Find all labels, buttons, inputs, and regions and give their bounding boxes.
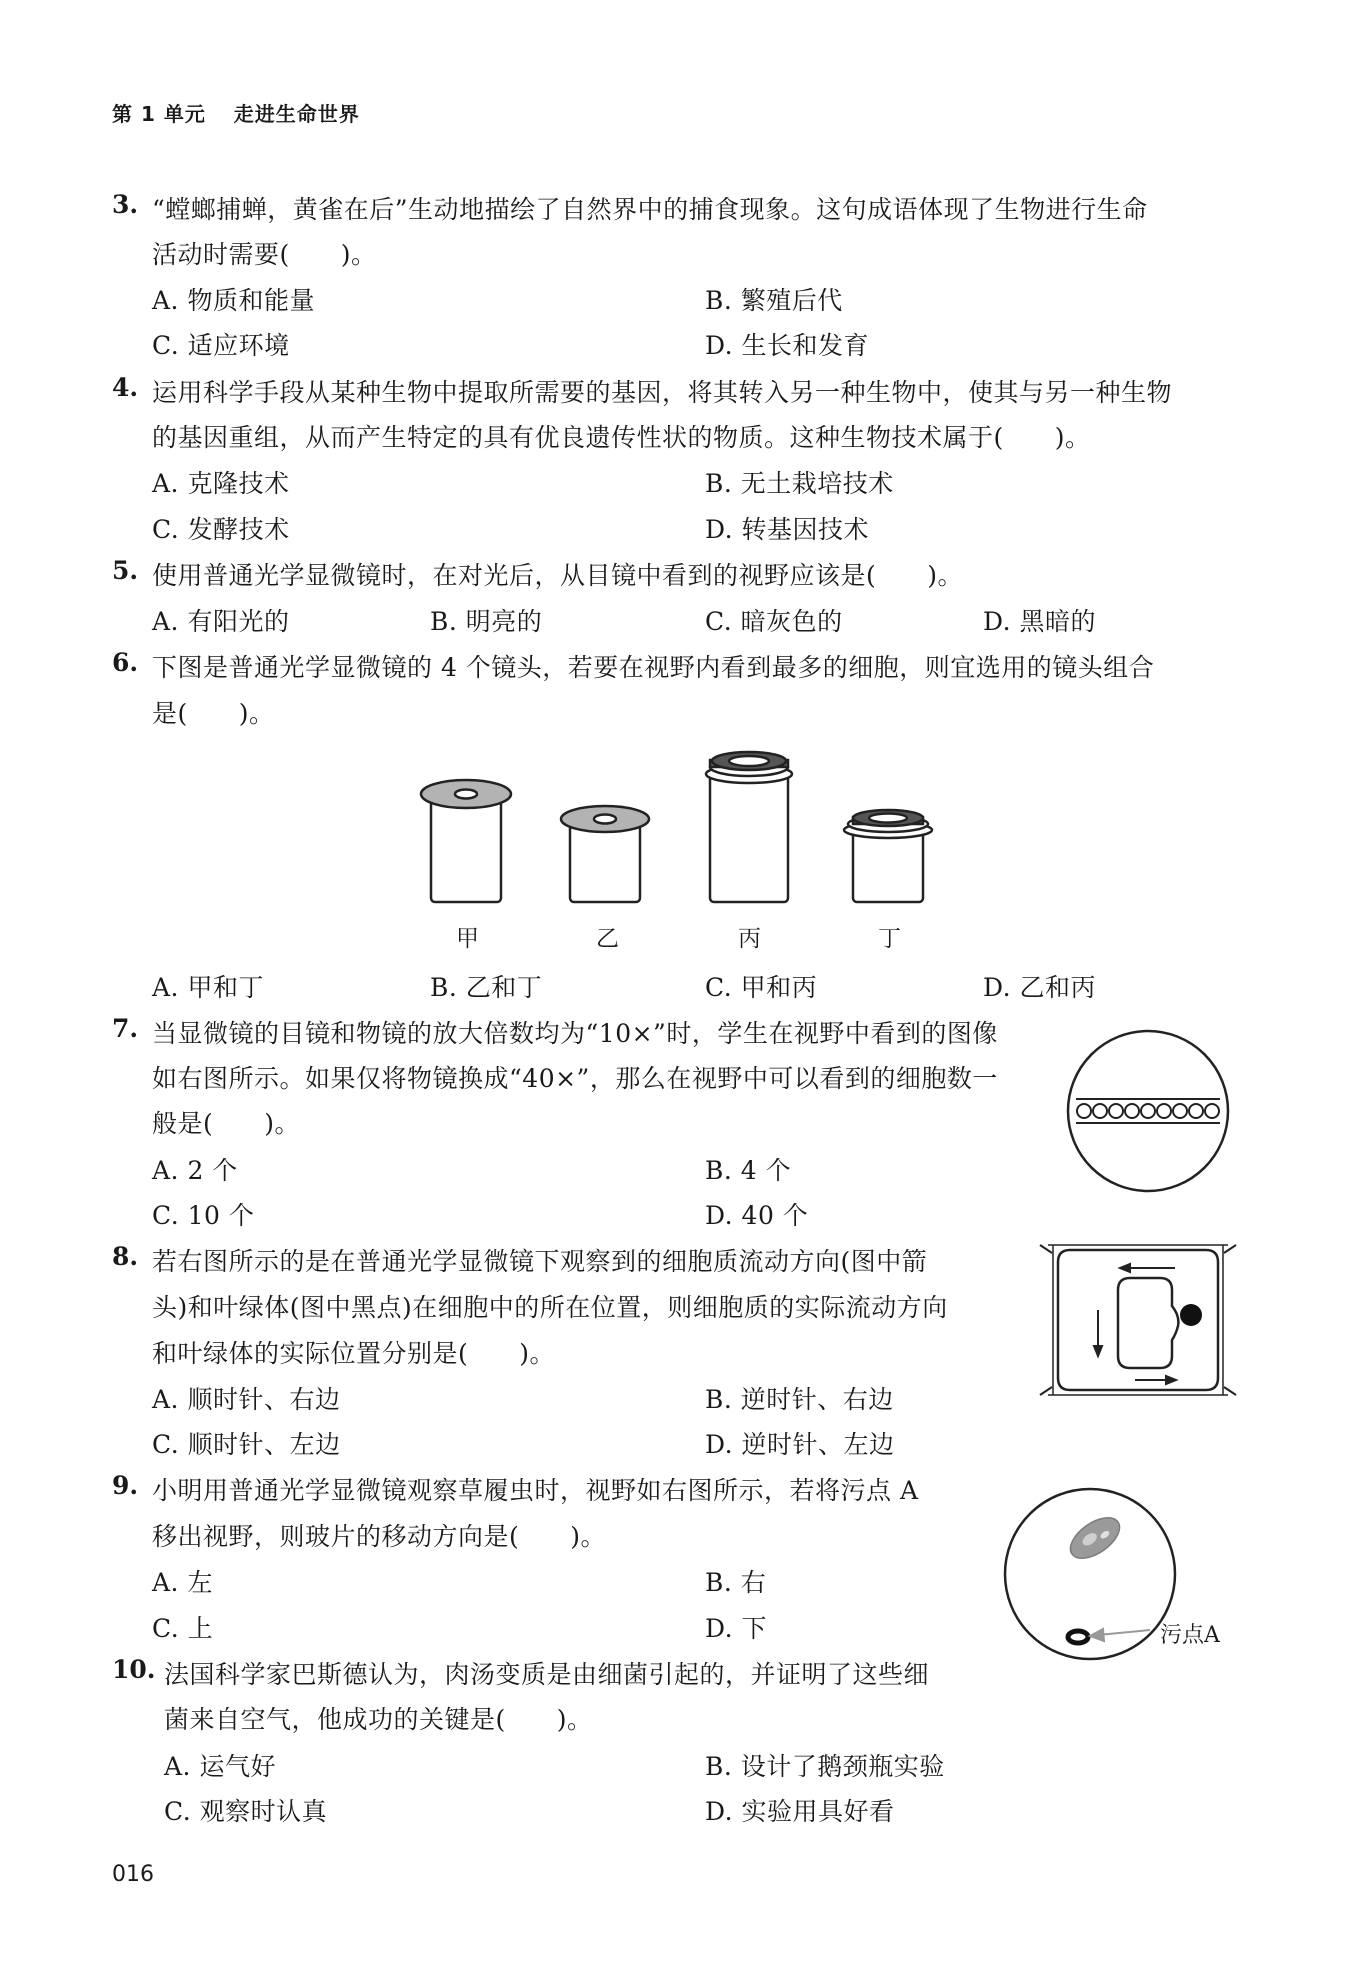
cell-circle — [1093, 1104, 1107, 1118]
option-b[interactable]: B. 明亮的 — [430, 607, 543, 636]
option-d[interactable]: D. 逆时针、左边 — [705, 1430, 895, 1459]
unit-title: 走进生命世界 — [233, 102, 360, 126]
question-text: 当显微镜的目镜和物镜的放大倍数均为“10×”时，学生在视野中看到的图像 — [152, 1019, 998, 1048]
flow-arrows — [1094, 1264, 1176, 1384]
cell-circle — [1077, 1104, 1091, 1118]
option-b[interactable]: B. 右 — [705, 1568, 767, 1597]
question-number: 6. — [112, 648, 139, 677]
lens-yi — [561, 806, 649, 902]
question-text: 移出视野，则玻片的移动方向是( )。 — [152, 1522, 607, 1551]
question-number: 8. — [112, 1242, 139, 1271]
question-text: 活动时需要( )。 — [152, 240, 377, 269]
question-number: 5. — [112, 556, 139, 585]
option-d[interactable]: D. 黑暗的 — [983, 607, 1097, 636]
question-number: 4. — [112, 373, 139, 402]
option-a[interactable]: A. 克隆技术 — [152, 469, 290, 498]
question-text: 的基因重组，从而产生特定的具有优良遗传性状的物质。这种生物技术属于( )。 — [152, 423, 1091, 452]
chloroplast-dot — [1180, 1304, 1202, 1326]
lens-label-bing: 丙 — [738, 926, 761, 952]
question-text: 头)和叶绿体(图中黑点)在细胞中的所在位置，则细胞质的实际流动方向 — [152, 1293, 948, 1322]
question-text: 般是( )。 — [152, 1109, 301, 1138]
dirt-spot-label: 污点A — [1160, 1623, 1220, 1648]
question-text: 是( )。 — [152, 699, 275, 728]
option-a[interactable]: A. 物质和能量 — [152, 286, 315, 315]
option-b[interactable]: B. 繁殖后代 — [705, 286, 843, 315]
option-d[interactable]: D. 转基因技术 — [705, 515, 870, 544]
option-a[interactable]: A. 运气好 — [164, 1752, 276, 1781]
question-text: 运用科学手段从某种生物中提取所需要的基因，将其转入另一种生物中，使其与另一种生物 — [152, 378, 1173, 407]
option-a[interactable]: A. 甲和丁 — [152, 973, 264, 1002]
option-d[interactable]: D. 下 — [705, 1614, 768, 1643]
question-text: “螳螂捕蝉，黄雀在后”生动地描绘了自然界中的捕食现象。这句成语体现了生物进行生命 — [152, 195, 1148, 224]
option-a[interactable]: A. 2 个 — [152, 1156, 238, 1185]
option-b[interactable]: B. 乙和丁 — [430, 973, 543, 1002]
option-c[interactable]: C. 10 个 — [152, 1201, 255, 1230]
cell-circle — [1141, 1104, 1155, 1118]
option-c[interactable]: C. 顺时针、左边 — [152, 1430, 341, 1459]
cell-circle — [1205, 1104, 1219, 1118]
cell-circle — [1173, 1104, 1187, 1118]
option-b[interactable]: B. 4 个 — [705, 1156, 792, 1185]
option-b[interactable]: B. 设计了鹅颈瓶实验 — [705, 1752, 945, 1781]
option-c[interactable]: C. 暗灰色的 — [705, 607, 843, 636]
option-d[interactable]: D. 40 个 — [705, 1201, 809, 1230]
option-c[interactable]: C. 甲和丙 — [705, 973, 818, 1002]
cell-circle — [1125, 1104, 1139, 1118]
question-text: 使用普通光学显微镜时，在对光后，从目镜中看到的视野应该是( )。 — [152, 561, 964, 590]
option-b[interactable]: B. 逆时针、右边 — [705, 1385, 894, 1414]
question-number: 7. — [112, 1014, 139, 1043]
question-text: 下图是普通光学显微镜的 4 个镜头，若要在视野内看到最多的细胞，则宜选用的镜头组合 — [152, 653, 1155, 682]
question-text: 小明用普通光学显微镜观察草履虫时，视野如右图所示，若将污点 A — [152, 1476, 919, 1505]
question-text: 若右图所示的是在普通光学显微镜下观察到的细胞质流动方向(图中箭 — [152, 1247, 928, 1276]
lens-label-jia: 甲 — [456, 926, 479, 952]
lens-label-ding: 丁 — [878, 926, 901, 952]
question-text: 如右图所示。如果仅将物镜换成“40×”，那么在视野中可以看到的细胞数一 — [152, 1064, 998, 1093]
question-number: 3. — [112, 190, 139, 219]
lens-ding — [844, 810, 932, 902]
dirt-spot-a — [1068, 1631, 1088, 1643]
lens-jia — [421, 780, 511, 902]
option-c[interactable]: C. 上 — [152, 1614, 214, 1643]
page-number: 016 — [112, 1862, 154, 1887]
option-c[interactable]: C. 观察时认真 — [164, 1797, 328, 1826]
option-d[interactable]: D. 乙和丙 — [983, 973, 1097, 1002]
cell-circle — [1189, 1104, 1203, 1118]
option-d[interactable]: D. 实验用具好看 — [705, 1797, 895, 1826]
option-a[interactable]: A. 顺时针、右边 — [152, 1385, 341, 1414]
cell-circle — [1157, 1104, 1171, 1118]
question-text: 菌来自空气，他成功的关键是( )。 — [164, 1705, 593, 1734]
question-number: 10. — [112, 1655, 156, 1684]
cell-circle — [1109, 1104, 1123, 1118]
unit-number: 第 1 单元 — [112, 102, 206, 126]
option-c[interactable]: C. 适应环境 — [152, 331, 290, 360]
option-a[interactable]: A. 左 — [152, 1568, 213, 1597]
option-a[interactable]: A. 有阳光的 — [152, 607, 290, 636]
option-b[interactable]: B. 无土栽培技术 — [705, 469, 894, 498]
lens-bing — [706, 752, 792, 902]
option-c[interactable]: C. 发酵技术 — [152, 515, 290, 544]
cell-row — [1076, 1099, 1220, 1123]
question-text: 和叶绿体的实际位置分别是( )。 — [152, 1339, 556, 1368]
q9-field-of-view — [1005, 1489, 1175, 1659]
paramecium-icon — [1063, 1510, 1126, 1567]
question-number: 9. — [112, 1471, 139, 1500]
lens-label-yi: 乙 — [596, 926, 619, 952]
option-d[interactable]: D. 生长和发育 — [705, 331, 870, 360]
pointer-arrow — [1090, 1629, 1150, 1641]
question-text: 法国科学家巴斯德认为，肉汤变质是由细菌引起的，并证明了这些细 — [164, 1660, 930, 1689]
